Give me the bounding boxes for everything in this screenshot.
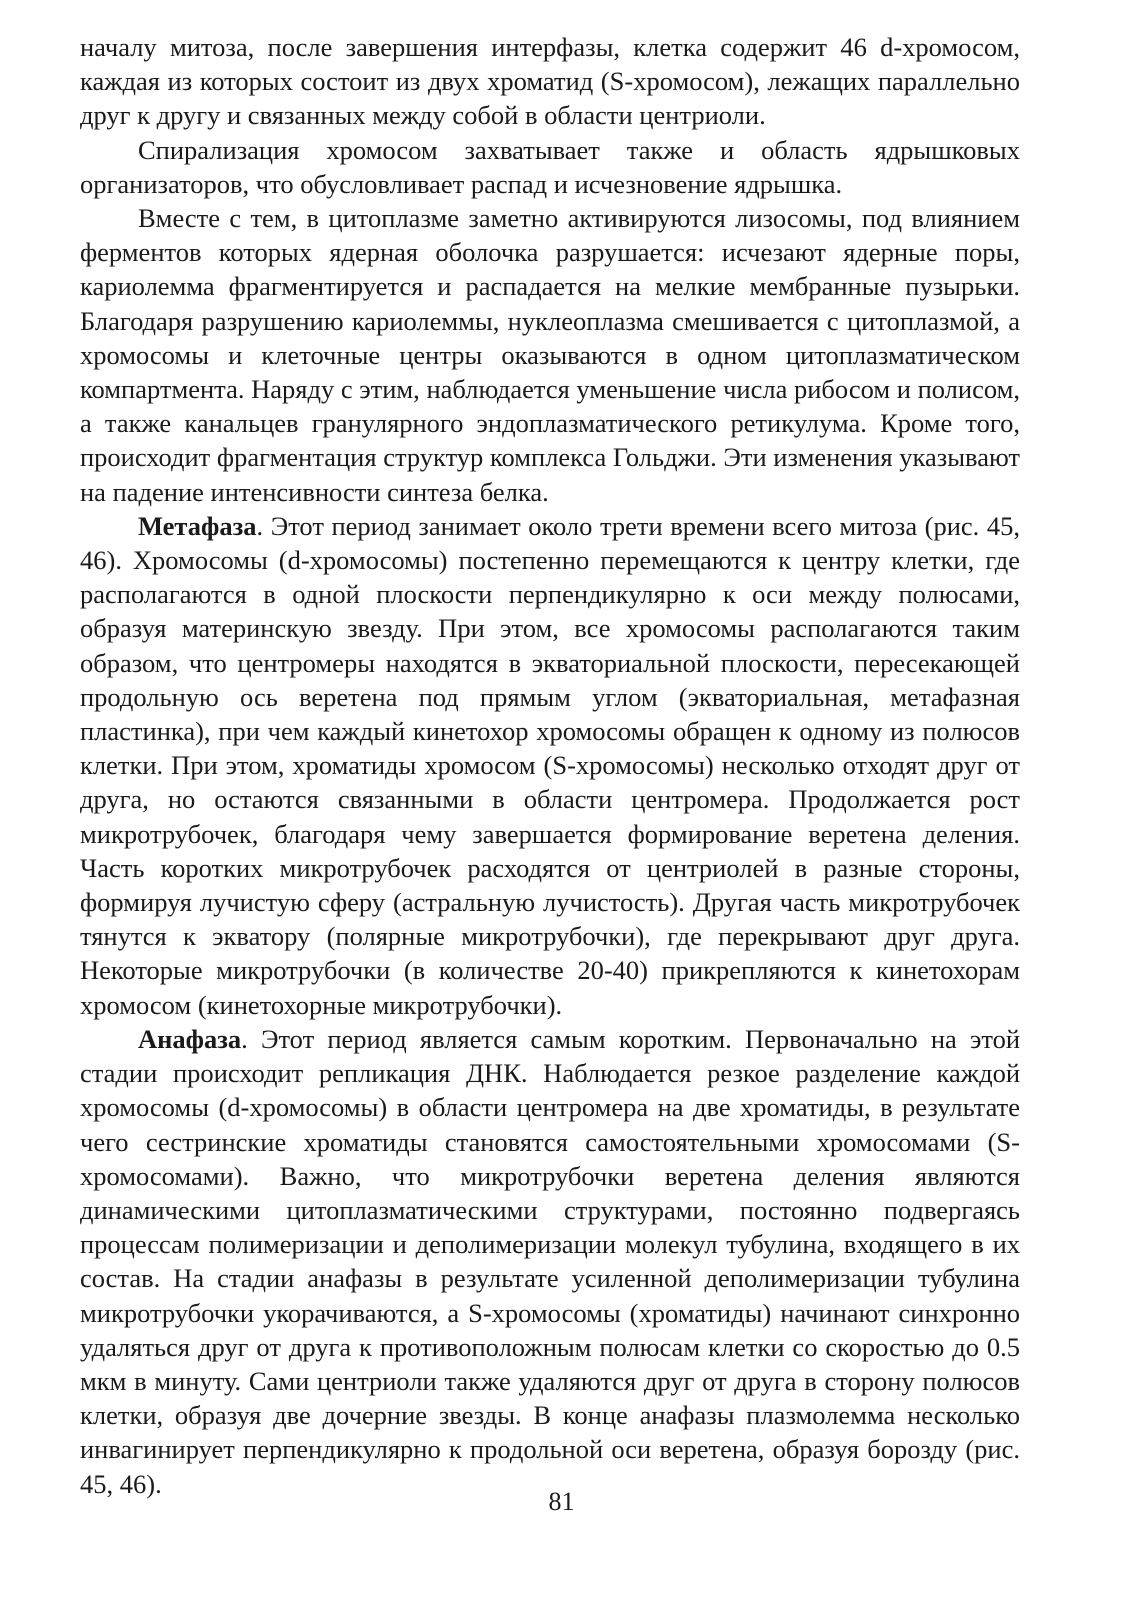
paragraph-metaphase [80,509,1020,1022]
term-metaphase: Метафаза [138,510,257,541]
term-anaphase: Анафаза [138,1023,242,1054]
paragraph-text: . Этот период занимает около трети времени всего митоза (рис. 45, 46). Хромосомы (d-хромосомы) постепенно перемещаются к центру клетки, где располагаются в одной плоскости перпендикулярно к оси между полюсами, образуя материнскую звезду. При этом, все хромосомы располагаются таким образом, что центромеры находятся в экваториальной плоскости, пересекающей продольную ось веретена под прямым углом (экваториальная, метафазная пластинка), при чем каждый кинетохор хромосомы обращен к одному из полюсов клетки. При этом, хроматиды хромосом (S-хромосомы) несколько отходят друг от друга, но остаются связанными в области центромера. Продолжается рост микротрубочек, благодаря чему завершается формирование веретена деления. Часть коротких микротрубочек расходятся от центриолей в разные стороны, формируя лучистую сферу (астральную лучистость). Другая часть микротрубочек тянутся к экватору (полярные микротрубочки), где перекрывают друг друга. Некоторые микротрубочки (в количестве 20-40) прикрепляются к кинетохорам хромосом (кинетохорные микротрубочки). [80,510,1020,1020]
paragraph-spiralization [80,133,1020,201]
page-number: 81 [548,1487,575,1516]
paragraph-lysosomes [80,201,1020,509]
paragraph-text: Вместе с тем, в цитоплазме заметно активируются лизосомы, под влиянием ферментов которых ядерная оболочка разрушается: исчезают ядерные поры, кариолемма фрагментируется и распадается на мелкие мембранные пузырьки. Благодаря разрушению кариолеммы, нуклеоплазма смешивается с цитоплазмой, а хромосомы и клеточные центры оказываются в одном цитоплазматическом компартмента. Наряду с этим, наблюдается уменьшение числа рибосом и полисом, а также канальцев гранулярного эндоплазматического ретикулума. Кроме того, происходит фрагментация структур комплекса Гольджи. Эти изменения указывают на падение интенсивности синтеза белка. [80,203,1020,507]
page-body [80,30,1020,1501]
paragraph-mitosis-start [80,30,1020,133]
paragraph-text: . Этот период является самым коротким. Первоначально на этой стадии происходит репликация ДНК. Наблюдается резкое разделение каждой хромосомы (d-хромосомы) в области центромера на две хроматиды, в результате чего сестринские хроматиды становятся самостоятельными хромосомами (S-хромосомами). Важно, что микротрубочки веретена деления являются динамическими цитоплазматическими структурами, постоянно подвергаясь процессам полимеризации и деполимеризации молекул тубулина, входящего в их состав. На стадии анафазы в результате усиленной деполимеризации тубулина микротрубочки укорачиваются, а S-хромосомы (хроматиды) начинают синхронно удаляться друг от друга к противоположным полюсам клетки со скоростью до 0.5 мкм в минуту. Сами центриоли также удаляются друг от друга в сторону полюсов клетки, образуя две дочерние звезды. В конце анафазы плазмолемма несколько инвагинирует перпендикулярно к продольной оси веретена, образуя борозду (рис. 45, 46). [80,1023,1020,1499]
paragraph-text: началу митоза, после завершения интерфазы, клетка содержит 46 d-хромосом, каждая из которых состоит из двух хроматид (S-хромосом), лежащих параллельно друг к другу и связанных между собой в области центриоли. [80,32,1020,131]
paragraph-text: Спирализация хромосом захватывает также и область ядрышковых организаторов, что обусловливает распад и исчезновение ядрышка. [80,134,1020,199]
paragraph-anaphase [80,1022,1020,1501]
